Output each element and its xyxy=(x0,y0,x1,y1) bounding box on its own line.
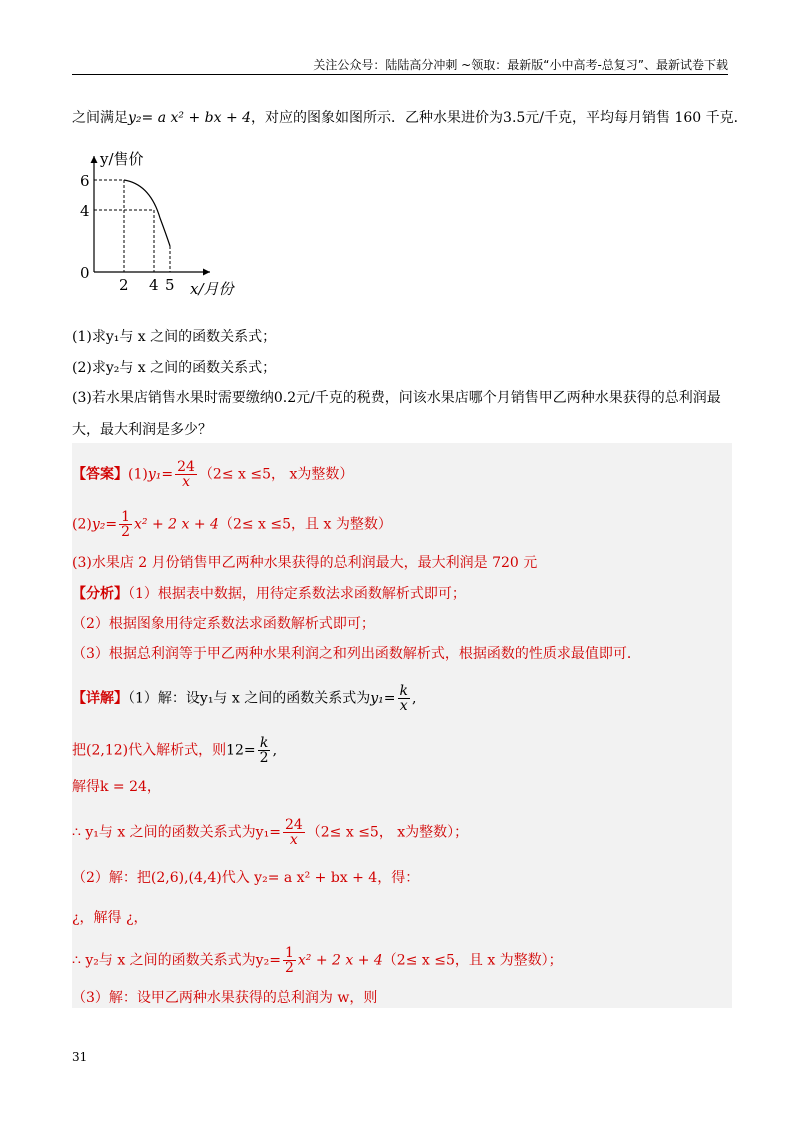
detail-7-num: 1 xyxy=(284,945,294,961)
detail-7-rest: x² + 2 x + 4 xyxy=(297,952,383,969)
answer-1-fraction xyxy=(175,460,197,489)
answer-2-cond: （2≤ x ≤5，且 x 为整数） xyxy=(218,516,392,533)
detail-4-cond: （2≤ x ≤5， x为整数）； xyxy=(306,824,469,841)
answer-1-num: 24 xyxy=(177,459,195,475)
detail-1-den: x xyxy=(399,698,408,714)
detail-1-num: k xyxy=(399,683,408,699)
detail-4-text: ∴ y₁与 x 之间的函数关系式为y₁= xyxy=(72,824,281,841)
answer-1-lhs: y₁= xyxy=(147,466,174,483)
detail-2-lhs: 12= xyxy=(226,742,256,759)
detail-1: 【详解】（1）解：设y₁与 x 之间的函数关系式为y₁= $\frac{k}{x}$ , xyxy=(72,683,417,714)
x-axis-label: x/月份 xyxy=(190,280,234,298)
answer-1 xyxy=(72,460,732,489)
detail-1-lhs: y₁= xyxy=(370,690,396,707)
answer-1-den: x xyxy=(182,474,190,490)
x-tick-5: 5 xyxy=(165,276,175,294)
detail-4-fraction xyxy=(283,818,305,847)
question-1: (1)求y₁与 x 之间的函数关系式； xyxy=(72,329,277,345)
detail-7-text: ∴ y₂与 x 之间的函数关系式为y₂= xyxy=(72,952,281,969)
problem-intro xyxy=(72,108,748,128)
analysis-2: （2）根据图象用待定系数法求函数解析式即可； xyxy=(72,616,375,632)
detail-1-fraction xyxy=(398,684,410,713)
answer-2-num: 1 xyxy=(121,509,131,525)
detail-7-fraction xyxy=(283,946,296,975)
analysis-1-text: （1）根据表中数据，用待定系数法求函数解析式即可； xyxy=(128,586,466,602)
detail-2: 把(2,12)代入解析式，则12= $\frac{k}{2}$ , xyxy=(72,735,278,766)
question-2: (2)求y₂与 x 之间的函数关系式； xyxy=(72,360,277,376)
detail-2-fraction xyxy=(258,736,271,765)
detail-6: ¿，解得 ¿， xyxy=(72,910,148,926)
origin-label: 0 xyxy=(80,264,90,282)
analysis-1 xyxy=(72,584,732,604)
answer-1-cond: （2≤ x ≤5， x为整数） xyxy=(198,466,354,483)
detail-2-num: k xyxy=(259,735,269,751)
detail-4 xyxy=(72,818,732,847)
answer-2-den: 2 xyxy=(121,524,131,540)
question-3-line2: 大，最大利润是多少？ xyxy=(72,422,212,438)
detail-8: （3）解：设甲乙两种水果获得的总利润为 w，则 xyxy=(72,990,378,1006)
x-tick-4: 4 xyxy=(149,276,159,294)
detail-2-den: 2 xyxy=(259,750,269,766)
intro-formula: y₂= a x² + bx + 4 xyxy=(128,110,252,126)
answer-2-rest: x² + 2 x + 4 xyxy=(134,516,219,533)
analysis-3: （3）根据总利润等于甲乙两种水果利润之和列出函数解析式，根据函数的性质求最值即可． xyxy=(72,646,641,662)
y-tick-6: 6 xyxy=(80,172,90,190)
price-curve-graph xyxy=(72,148,292,303)
answer-3: (3)水果店 2 月份销售甲乙两种水果获得的总利润最大，最大利润是 720 元 xyxy=(72,555,538,571)
detail-4-num: 24 xyxy=(284,817,303,833)
y-axis-label: y/售价 xyxy=(100,150,144,168)
detail-7 xyxy=(72,946,732,975)
detail-4-den: x xyxy=(289,832,298,848)
intro-text-b: ，对应的图象如图所示．乙种水果进价为3.5元/千克，平均每月销售 160 千克． xyxy=(251,110,748,126)
page-header: 关注公众号：陆陆高分冲刺 ~领取：最新版“小中高考-总复习”、最新试卷下载 xyxy=(72,56,728,75)
detail-1-text: （1）解：设y₁与 x 之间的函数关系式为 xyxy=(128,690,371,707)
answer-2 xyxy=(72,510,732,539)
parabola-curve xyxy=(124,180,170,246)
detail-3: 解得k = 24， xyxy=(72,779,161,795)
detail-7-cond: （2≤ x ≤5，且 x 为整数）； xyxy=(382,952,563,969)
answer-2-prefix: (2) xyxy=(72,516,92,533)
detail-2-text: 把(2,12)代入解析式，则 xyxy=(72,742,227,759)
answer-1-prefix: (1) xyxy=(128,466,148,483)
answer-2-lhs: y₂= xyxy=(91,516,118,533)
intro-text-a: 之间满足 xyxy=(72,110,128,126)
answer-tag: 【答案】 xyxy=(72,466,128,483)
answer-2-fraction xyxy=(119,510,132,539)
page-number: 31 xyxy=(72,1050,88,1064)
analysis-tag: 【分析】 xyxy=(72,586,128,602)
y-tick-4: 4 xyxy=(80,202,90,220)
detail-7-den: 2 xyxy=(284,960,294,976)
detail-5: （2）解：把(2,6),(4,4)代入 y₂= a x² + bx + 4，得： xyxy=(72,870,420,886)
detail-tag: 【详解】 xyxy=(72,690,128,707)
x-tick-2: 2 xyxy=(119,276,129,294)
question-3-line1: (3)若水果店销售水果时需要缴纳0.2元/千克的税费，问该水果店哪个月销售甲乙两种水果获得的总利润最 xyxy=(72,390,721,406)
